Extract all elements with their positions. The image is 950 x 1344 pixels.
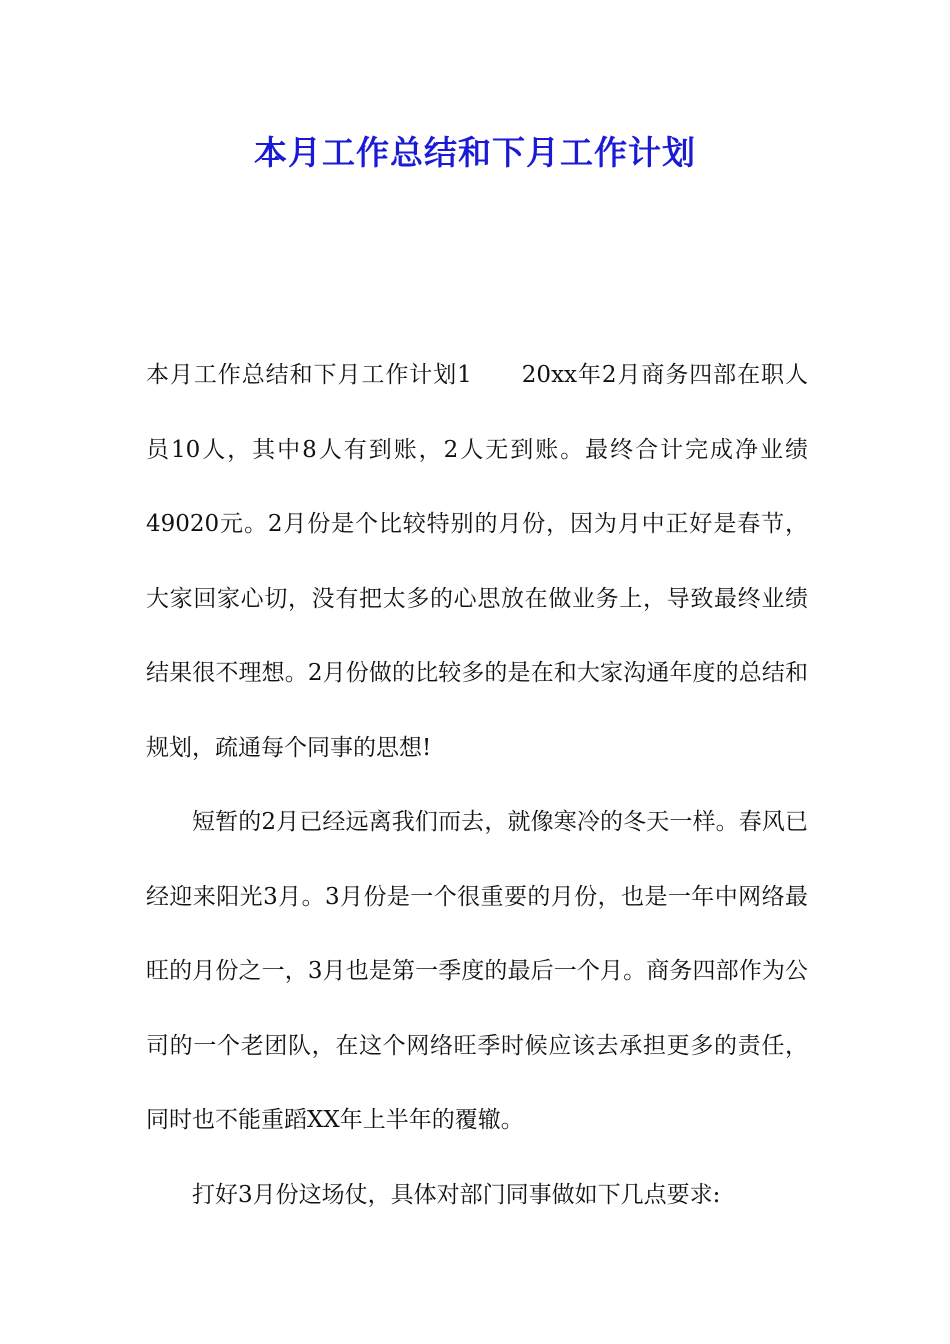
- paragraph-1-lead: 本月工作总结和下月工作计划1: [146, 362, 472, 388]
- document-title: 本月工作总结和下月工作计划: [254, 133, 696, 172]
- paragraph-3: 打好3月份这场仗，具体对部门同事做如下几点要求:: [192, 1181, 721, 1208]
- document-body: [146, 338, 808, 1232]
- paragraph-1: [146, 338, 808, 785]
- paragraph-2: 短暂的2月已经远离我们而去，就像寒冷的冬天一样。春风已经迎来阳光3月。3月份是一个很重要的月份，也是一年中网络最旺的月份之一，3月也是第一季度的最后一个月。商务四部作为公司的一个老团队，在这个网络旺季时候应该去承担更多的责任，同时也不能重蹈XX年上半年的覆辙。: [146, 809, 808, 1133]
- paragraph-1-text: 20xx年2月商务四部在职人员10人，其中8人有到账，2人无到账。最终合计完成净业绩49020元。2月份是个比较特别的月份，因为月中正好是春节，大家回家心切，没有把太多的心思放在做业务上，导致最终业绩结果很不理想。2月份做的比较多的是在和大家沟通年度的总结和规划，疏通每个同事的思想!: [146, 362, 808, 761]
